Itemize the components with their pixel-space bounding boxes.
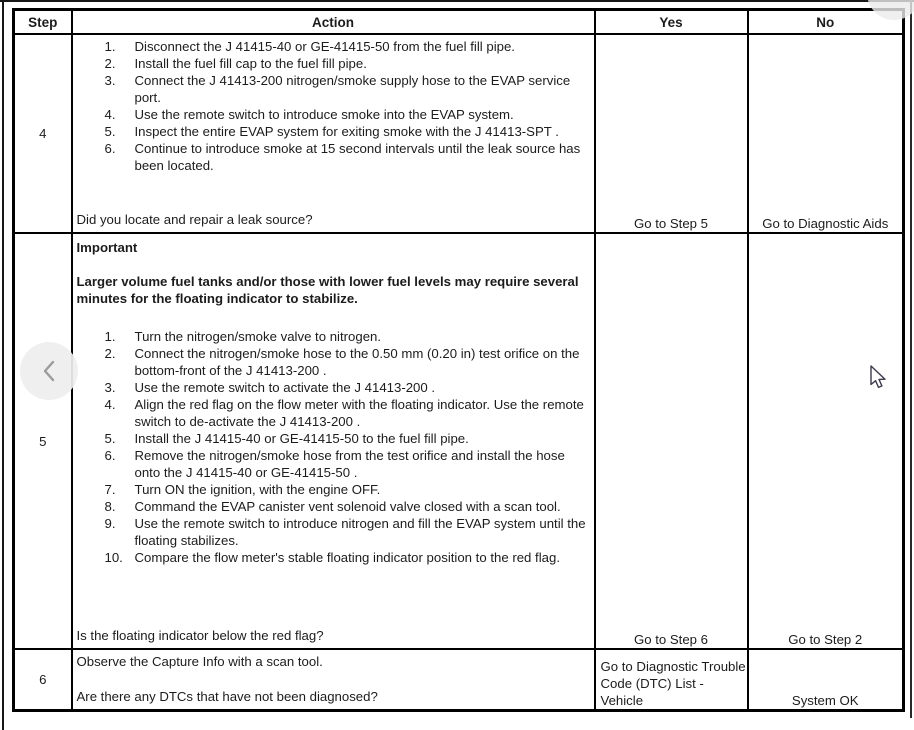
diagnostic-steps-table (12, 8, 905, 712)
action-cell-step-5 (72, 233, 595, 649)
question-step-5: Is the floating indicator below the red flag? (76, 628, 324, 643)
list-item: Turn ON the ignition, with the engine OFF. (134, 482, 381, 497)
table-row-step-6 (14, 649, 904, 711)
list-item: Inspect the entire EVAP system for exiting smoke with the J 41413-SPT . (134, 124, 559, 139)
step-number-4: 4 (14, 34, 72, 233)
list-item: Use the remote switch to activate the J 41413-200 . (134, 380, 436, 395)
list-item: Align the red flag on the flow meter with the floating indicator. Use the remote switch to de-activate the J 41413-200 . (134, 397, 584, 429)
no-cell-step-4: Go to Diagnostic Aids (748, 34, 904, 233)
no-cell-step-5: Go to Step 2 (748, 233, 904, 649)
question-step-4: Did you locate and repair a leak source? (76, 212, 313, 227)
no-cell-step-6: System OK (748, 649, 904, 711)
yes-cell-step-6: Go to Diagnostic Trouble Code (DTC) List - Vehicle (595, 649, 748, 711)
list-item: Use the remote switch to introduce nitrogen and fill the EVAP system until the floating stabilizes. (134, 516, 586, 548)
list-item: Use the remote switch to introduce smoke into the EVAP system. (134, 107, 514, 122)
action-cell-step-6 (72, 649, 595, 711)
yes-cell-step-4: Go to Step 5 (595, 34, 748, 233)
chevron-left-icon (41, 359, 57, 383)
col-header-step: Step (14, 10, 72, 35)
action-text-step-6: Observe the Capture Info with a scan tool. (76, 654, 323, 669)
important-note: Larger volume fuel tanks and/or those with lower fuel levels may require several minutes for the floating indicator to stabilize. (76, 274, 579, 306)
list-item: Remove the nitrogen/smoke hose from the test orifice and install the hose onto the J 41415-40 or GE-41415-50 . (134, 448, 565, 480)
table-header-row (14, 10, 904, 35)
action-list-step-5 (77, 328, 588, 566)
viewport-frame-left (2, 0, 4, 730)
previous-page-button[interactable] (20, 342, 78, 400)
question-step-6: Are there any DTCs that have not been diagnosed? (76, 689, 378, 704)
list-item: Continue to introduce smoke at 15 second intervals until the leak source has been located. (134, 141, 581, 173)
list-item: Compare the flow meter's stable floating indicator position to the red flag. (134, 550, 560, 565)
col-header-yes: Yes (595, 10, 748, 35)
viewport-frame-top (0, 0, 914, 2)
list-item: Install the J 41415-40 or GE-41415-50 to the fuel fill pipe. (134, 431, 469, 446)
col-header-no: No (748, 10, 904, 35)
list-item: Command the EVAP canister vent solenoid valve closed with a scan tool. (134, 499, 561, 514)
list-item: Connect the nitrogen/smoke hose to the 0.50 mm (0.20 in) test orifice on the bottom-front of the J 41413-200 . (134, 346, 580, 378)
list-item: Disconnect the J 41415-40 or GE-41415-50 from the fuel fill pipe. (134, 39, 515, 54)
list-item: Install the fuel fill cap to the fuel fill pipe. (134, 56, 367, 71)
table-row-step-5 (14, 233, 904, 649)
action-list-step-4 (77, 38, 588, 174)
viewport-frame-right (910, 0, 912, 718)
list-item: Turn the nitrogen/smoke valve to nitrogen. (134, 329, 382, 344)
important-heading: Important (76, 240, 138, 255)
table-row-step-4 (14, 34, 904, 233)
yes-cell-step-5: Go to Step 6 (595, 233, 748, 649)
step-number-5: 5 (14, 233, 72, 649)
list-item: Connect the J 41413-200 nitrogen/smoke supply hose to the EVAP service port. (134, 73, 571, 105)
step-number-6: 6 (14, 649, 72, 711)
action-cell-step-4 (72, 34, 595, 233)
col-header-action: Action (72, 10, 595, 35)
